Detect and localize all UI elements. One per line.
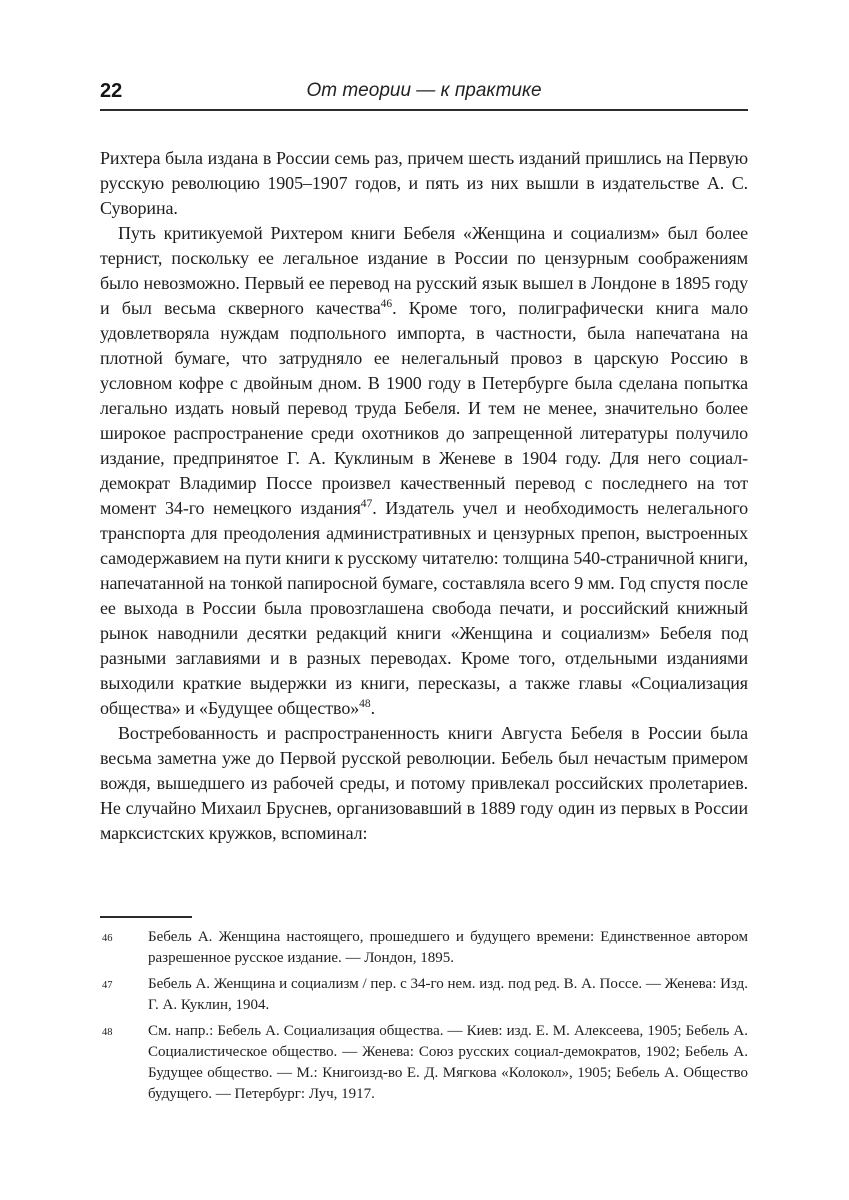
paragraph-2-text: . [370,698,376,718]
footnote-ref-47: 47 [360,498,373,510]
paragraph-2-text: Путь критикуемой Рихтером книги Бебеля «Женщина и социализм» был более тернист, поскольку ее легальное издание в России по цензурным соображениям было невозможно. Первый ее перевод на русский язык вышел в Лондоне в 1895 году и был весьма скверного качества [100,223,748,318]
footnote-46-marker: 46 [102,933,113,944]
footnote-47-marker: 47 [102,980,113,991]
footnote-47-text: Бебель А. Женщина и социализм / пер. с 34-го нем. изд. под ред. В. А. Поссе. — Женева: Изд. Г. А. Куклин, 1904. [148,976,748,1013]
footnote-48 [100,1021,748,1105]
paragraph-2-text: . Кроме того, полиграфически книга мало удовлетворяла нуждам подпольного импорта, в частности, была напечатана на плотной бумаге, что затрудняло ее нелегальный провоз в царскую Россию в условном кофре с двойным дном. В 1900 году в Петербурге была сделана попытка легально издать новый перевод труда Бебеля. И тем не менее, значительно более широкое распространение среди охотников до запрещенной литературы получило издание, предпринятое Г. А. Куклиным в Женеве в 1904 году. Для него социал-демократ Владимир Поссе произвел качественный перевод с последнего на тот момент 34-го немецкого издания [100,298,748,518]
page-number: 22 [100,80,123,102]
paragraph-3-text: Востребованность и распространенность книги Августа Бебеля в России была весьма заметна уже до Первой русской революции. Бебель был нечастым примером вождя, вышедшего из рабочей среды, и потому привлекал российских пролетариев. Не случайно Михаил Бруснев, организовавший в 1889 году один из первых в России марксистских кружков, вспоминал: [100,723,748,843]
footnote-separator [100,916,192,918]
footnote-47 [100,974,748,1016]
footnote-46 [100,927,748,969]
footnotes-section [100,916,748,1110]
body-text [100,146,748,928]
footnote-ref-46: 46 [380,298,393,310]
running-title: От теории — к практике [306,80,542,101]
footnote-48-text: См. напр.: Бебель А. Социализация общества. — Киев: изд. Е. М. Алексеева, 1905; Бебель А. Социалистическое общество. — Женева: Союз русских социал-демократов, 1902; Бебель А. Будущее общество. — М.: Книгоизд-во Е. Д. Мягкова «Колокол», 1905; Бебель А. Общество будущего. — Петербург: Луч, 1917. [148,1023,748,1102]
page-header [100,80,748,111]
paragraph-2 [100,221,748,721]
footnote-46-text: Бебель А. Женщина настоящего, прошедшего и будущего времени: Единственное автором разрешенное русское издание. — Лондон, 1895. [148,929,748,966]
footnote-ref-48: 48 [359,698,371,710]
paragraph-1-text: Рихтера была издана в России семь раз, причем шесть изданий пришлись на Первую русскую революцию 1905–1907 годов, и пять из них вышли в издательстве А. С. Суворина. [100,148,748,218]
paragraph-3 [100,721,748,846]
footnote-48-marker: 48 [102,1027,113,1038]
paragraph-1 [100,146,748,221]
paragraph-2-text: . Издатель учел и необходимость нелегального транспорта для преодоления административных и цензурных препон, выстроенных самодержавием на пути книги к русскому читателю: толщина 540-страничной книги, напечатанной на тонкой папиросной бумаге, составляла всего 9 мм. Год спустя после ее выхода в России была провозглашена свобода печати, и российский книжный рынок наводнили десятки редакций книги «Женщина и социализм» Бебеля под разными заглавиями и в разных переводах. Кроме того, отдельными изданиями выходили краткие выдержки из книги, пересказы, а также главы «Социализация общества» и «Будущее общество» [100,498,748,718]
